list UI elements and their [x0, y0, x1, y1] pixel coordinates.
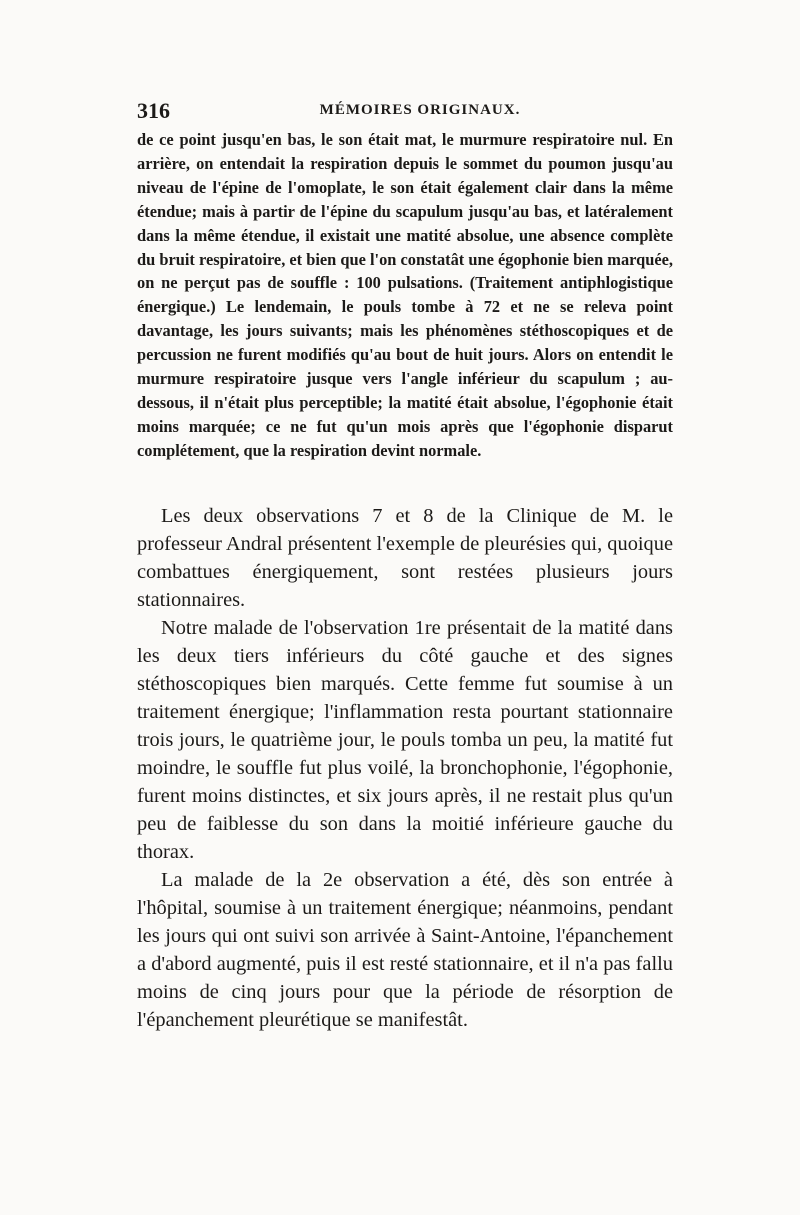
commentary-paragraph-1: Les deux observations 7 et 8 de la Clinique de M. le professeur Andral présentent l'exemple de pleurésies qui, quoique combattues énergiquement, sont restées plusieurs jours stationnaires.	[137, 505, 673, 611]
observation-paragraph: de ce point jusqu'en bas, le son était mat, le murmure respiratoire nul. En arrière, on entendait la respiration depuis le sommet du poumon jusqu'au niveau de l'épine de l'omoplate, le son était également clair dans la même étendue; mais à partir de l'épine du scapulum jusqu'au bas, et latéralement dans la même étendue, il existait une matité absolue, une absence complète du bruit respiratoire, et bien que l'on constatât une égophonie bien marquée, on ne perçut pas de souffle : 100 pulsations. (Traitement antiphlogistique énergique.) Le lendemain, le pouls tombe à 72 et ne se releva point davantage, les jours suivants; mais les phénomènes stéthoscopiques et de percussion ne furent modifiés qu'au bout de huit jours. Alors on entendit le murmure respiratoire jusque vers l'angle inférieur du scapulum ; au-dessous, il n'était plus perceptible; la matité était absolue, l'égophonie était moins marquée; ce ne fut qu'un mois après que l'égophonie disparut complétement, que la respiration devint normale.	[137, 130, 673, 460]
page-number: 316	[137, 98, 170, 123]
commentary-paragraph-3: La malade de la 2e observation a été, dès son entrée à l'hôpital, soumise à un traitement énergique; néanmoins, pendant les jours qui ont suivi son arrivée à Saint-Antoine, l'épanchement a d'abord augmenté, puis il est resté stationnaire, et il n'a pas fallu moins de cinq jours pour que la période de résorption de l'épanchement pleurétique se manifestât.	[137, 869, 673, 1031]
page-header	[137, 98, 673, 128]
commentary-paragraph-2: Notre malade de l'observation 1re présentait de la matité dans les deux tiers inférieurs du côté gauche et des signes stéthoscopiques bien marqués. Cette femme fut soumise à un traitement énergique; l'inflammation resta pourtant stationnaire trois jours, le quatrième jour, le pouls tomba un peu, la matité fut moindre, le souffle fut plus voilé, la bronchophonie, l'égophonie, furent moins distinctes, et six jours après, il ne restait plus qu'un peu de faiblesse du son dans la moitié inférieure gauche du thorax.	[137, 617, 673, 863]
running-head: MÉMOIRES ORIGINAUX.	[319, 102, 521, 118]
commentary-text	[137, 502, 673, 1034]
observation-text	[137, 128, 673, 463]
